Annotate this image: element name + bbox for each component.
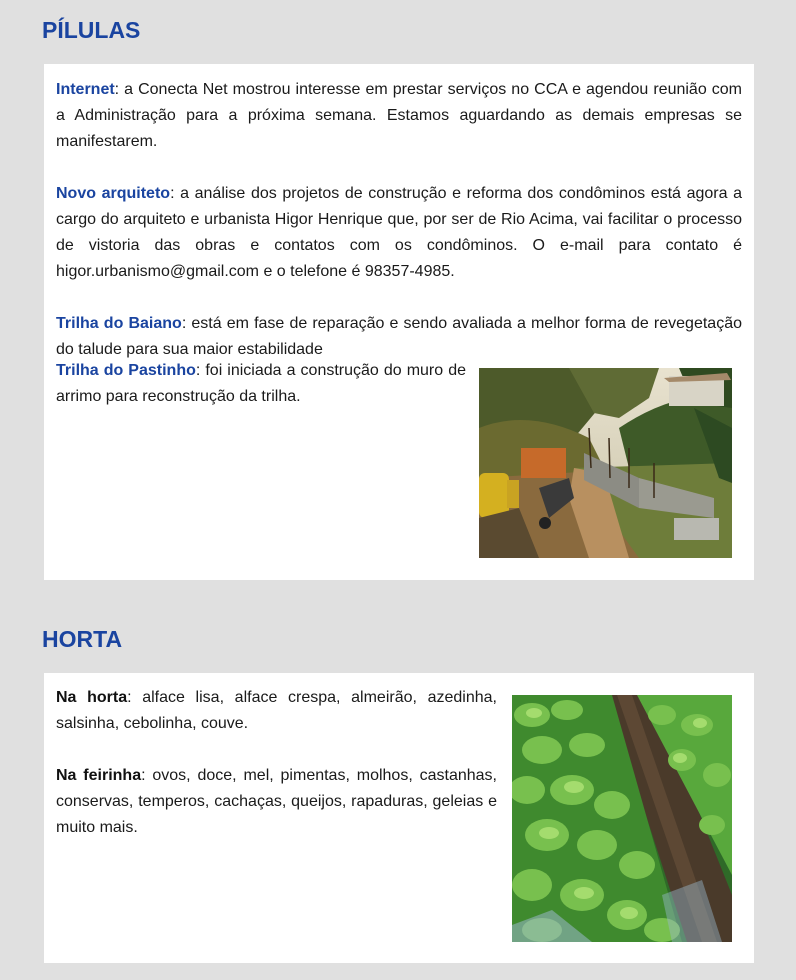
pilulas-title: PÍLULAS bbox=[42, 17, 141, 43]
trail-construction-photo bbox=[479, 368, 732, 558]
baiano-label: Trilha do Baiano bbox=[56, 315, 182, 332]
feirinha-text: : ovos, doce, mel, pimentas, molhos, castanhas, conservas, temperos, cachaças, queijos, rapaduras, geleias e muito mais. bbox=[56, 767, 498, 836]
internet-paragraph bbox=[56, 77, 742, 155]
pilulas-text-top bbox=[56, 77, 742, 363]
horta-panel bbox=[44, 673, 754, 963]
pastinho-paragraph bbox=[56, 358, 466, 410]
na-horta-paragraph bbox=[56, 685, 497, 737]
feirinha-paragraph bbox=[56, 763, 497, 841]
internet-label: Internet bbox=[56, 81, 115, 98]
horta-text bbox=[56, 685, 497, 841]
vegetable-garden-photo bbox=[512, 695, 732, 942]
arquiteto-label: Novo arquiteto bbox=[56, 185, 171, 202]
baiano-paragraph bbox=[56, 311, 742, 363]
pilulas-panel bbox=[44, 64, 754, 580]
baiano-text: : está em fase de reparação e sendo avaliada a melhor forma de revegetação do talude para sua maior estabilidade bbox=[56, 315, 742, 358]
na-horta-text: : alface lisa, alface crespa, almeirão, azedinha, salsinha, cebolinha, couve. bbox=[56, 689, 497, 732]
pastinho-label: Trilha do Pastinho bbox=[56, 362, 196, 379]
pastinho-text: : foi iniciada a construção do muro de arrimo para reconstrução da trilha. bbox=[56, 362, 466, 405]
internet-text: : a Conecta Net mostrou interesse em prestar serviços no CCA e agendou reunião com a Administração para a próxima semana. Estamos aguardando as demais empresas se manifestarem. bbox=[56, 81, 742, 150]
feirinha-label: Na feirinha bbox=[56, 767, 142, 784]
pastinho-block bbox=[56, 358, 466, 410]
arquiteto-paragraph bbox=[56, 181, 742, 285]
na-horta-label: Na horta bbox=[56, 689, 128, 706]
horta-title: HORTA bbox=[42, 626, 123, 652]
arquiteto-text: : a análise dos projetos de construção e reforma dos condôminos está agora a cargo do arquiteto e urbanista Higor Henrique que, por ser de Rio Acima, vai facilitar o processo de vistoria das obras e contatos com os condôminos. O e-mail para contato é higor.urbanismo@gmail.com e o telefone é 98357-4985. bbox=[56, 185, 742, 280]
